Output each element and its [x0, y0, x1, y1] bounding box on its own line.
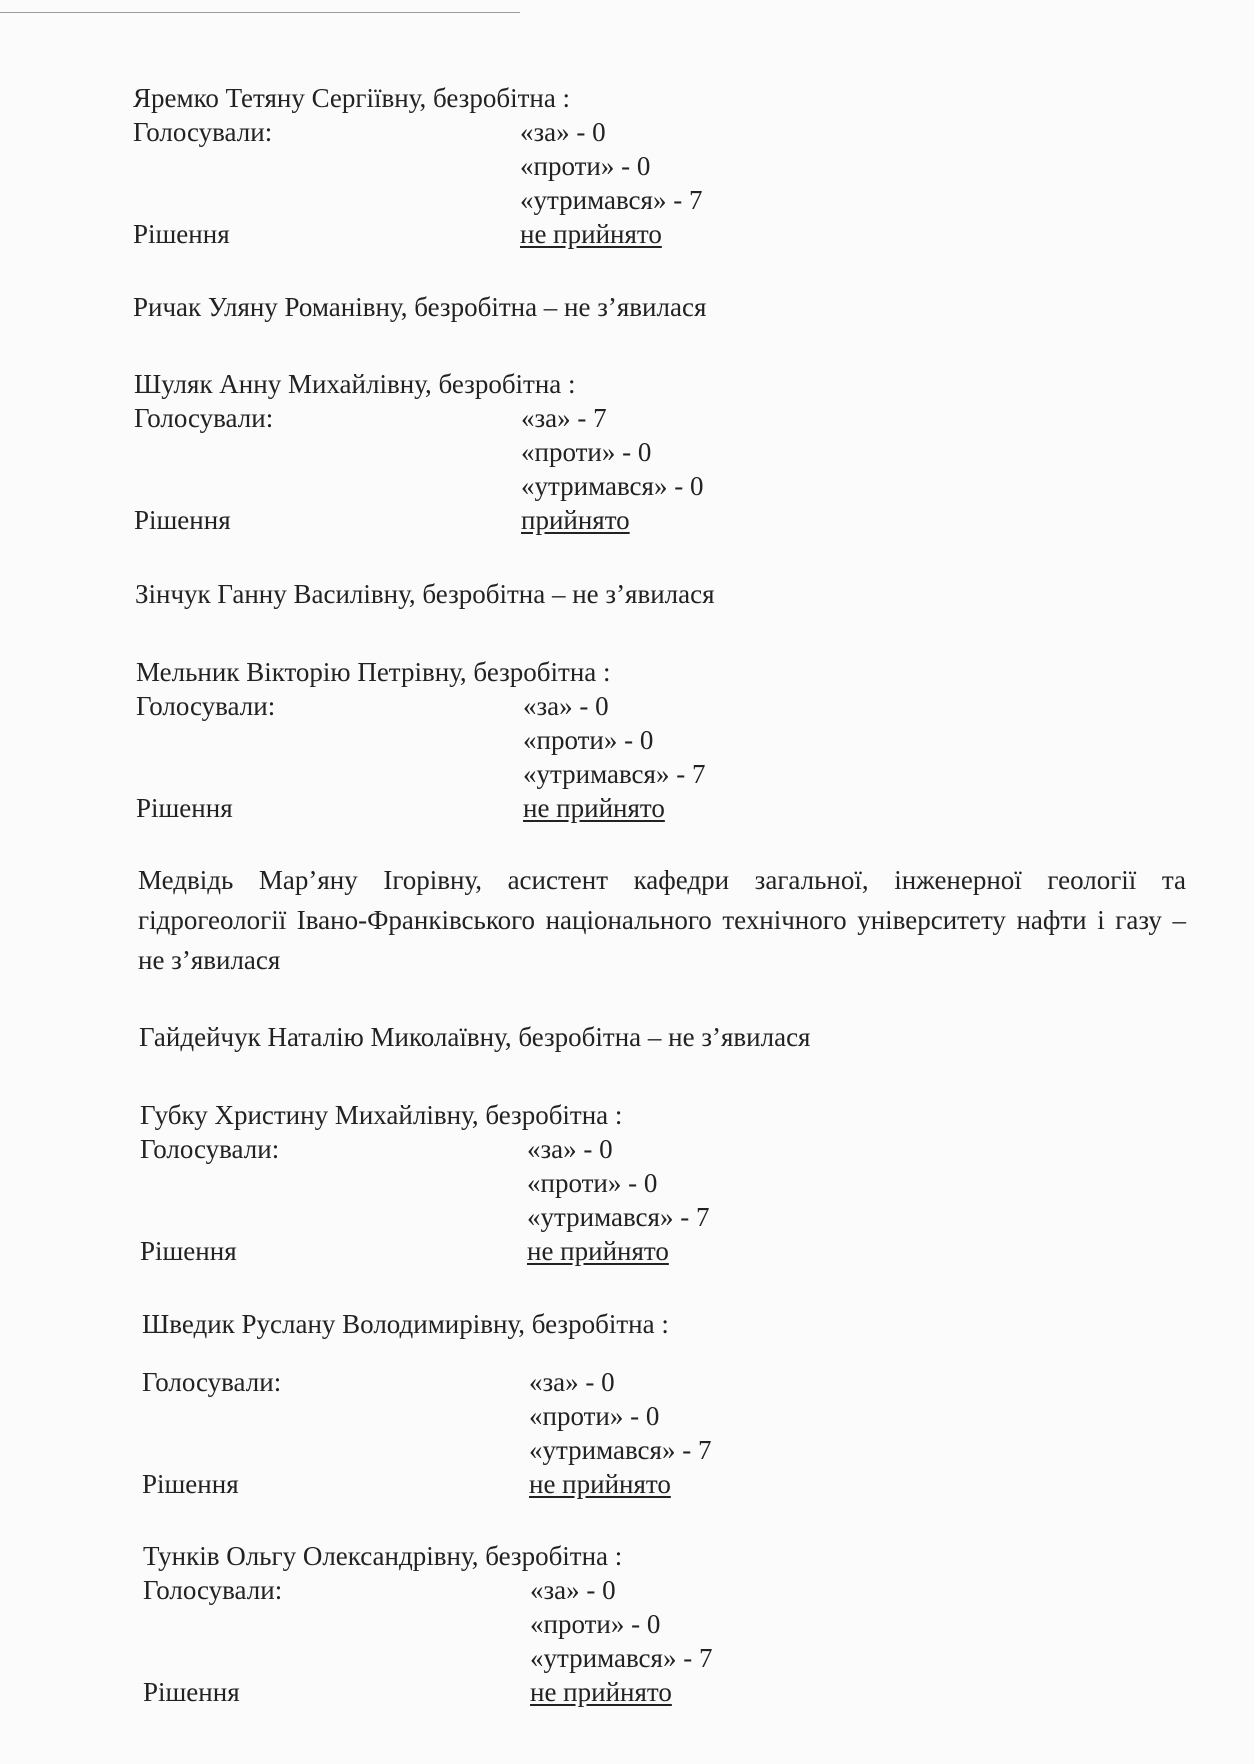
absent-text: Зінчук Ганну Василівну, безробітна – не з’явилася — [135, 579, 715, 609]
voted-label: Голосували: — [134, 403, 274, 433]
decision-label: Рішення — [143, 1677, 240, 1707]
vote-against: «проти» - 0 — [523, 725, 654, 755]
top-divider — [0, 12, 520, 13]
vote-for: «за» - 7 — [521, 403, 607, 433]
vote-abstain: «утримався» - 7 — [529, 1435, 712, 1465]
decision-label: Рішення — [136, 793, 233, 823]
voted-label: Голосували: — [136, 691, 276, 721]
decision-value: не прийнято — [530, 1677, 672, 1707]
decision-value: не прийнято — [520, 219, 662, 249]
vote-against: «проти» - 0 — [529, 1401, 660, 1431]
decision-label: Рішення — [133, 219, 230, 249]
vote-abstain: «утримався» - 0 — [521, 471, 704, 501]
voted-label: Голосували: — [143, 1575, 283, 1605]
vote-for: «за» - 0 — [520, 117, 606, 147]
vote-for: «за» - 0 — [523, 691, 609, 721]
decision-value: не прийнято — [523, 793, 665, 823]
decision-value: не прийнято — [527, 1236, 669, 1266]
vote-for: «за» - 0 — [529, 1367, 615, 1397]
decision-label: Рішення — [142, 1469, 239, 1499]
vote-abstain: «утримався» - 7 — [530, 1643, 713, 1673]
absent-text: Ричак Уляну Романівну, безробітна – не з’явилася — [133, 292, 707, 322]
decision-value: прийнято — [521, 505, 630, 535]
vote-against: «проти» - 0 — [527, 1168, 658, 1198]
vote-abstain: «утримався» - 7 — [527, 1202, 710, 1232]
vote-against: «проти» - 0 — [521, 437, 652, 467]
vote-abstain: «утримався» - 7 — [520, 185, 703, 215]
absent-text: Гайдейчук Наталію Миколаївну, безробітна – не з’явилася — [139, 1022, 811, 1052]
vote-for: «за» - 0 — [530, 1575, 616, 1605]
vote-against: «проти» - 0 — [520, 151, 651, 181]
decision-label: Рішення — [134, 505, 231, 535]
decision-label: Рішення — [140, 1236, 237, 1266]
vote-for: «за» - 0 — [527, 1134, 613, 1164]
voted-label: Голосували: — [142, 1367, 282, 1397]
voted-label: Голосували: — [140, 1134, 280, 1164]
vote-against: «проти» - 0 — [530, 1609, 661, 1639]
vote-abstain: «утримався» - 7 — [523, 759, 706, 789]
absent-paragraph: Медвідь Мар’яну Ігорівну, асистент кафедри загальної, інженерної геології та гідрогеології Івано-Франківського національного технічного університету нафти і газу – не з’явилася — [138, 865, 1186, 975]
decision-value: не прийнято — [529, 1469, 671, 1499]
voted-label: Голосували: — [133, 117, 273, 147]
